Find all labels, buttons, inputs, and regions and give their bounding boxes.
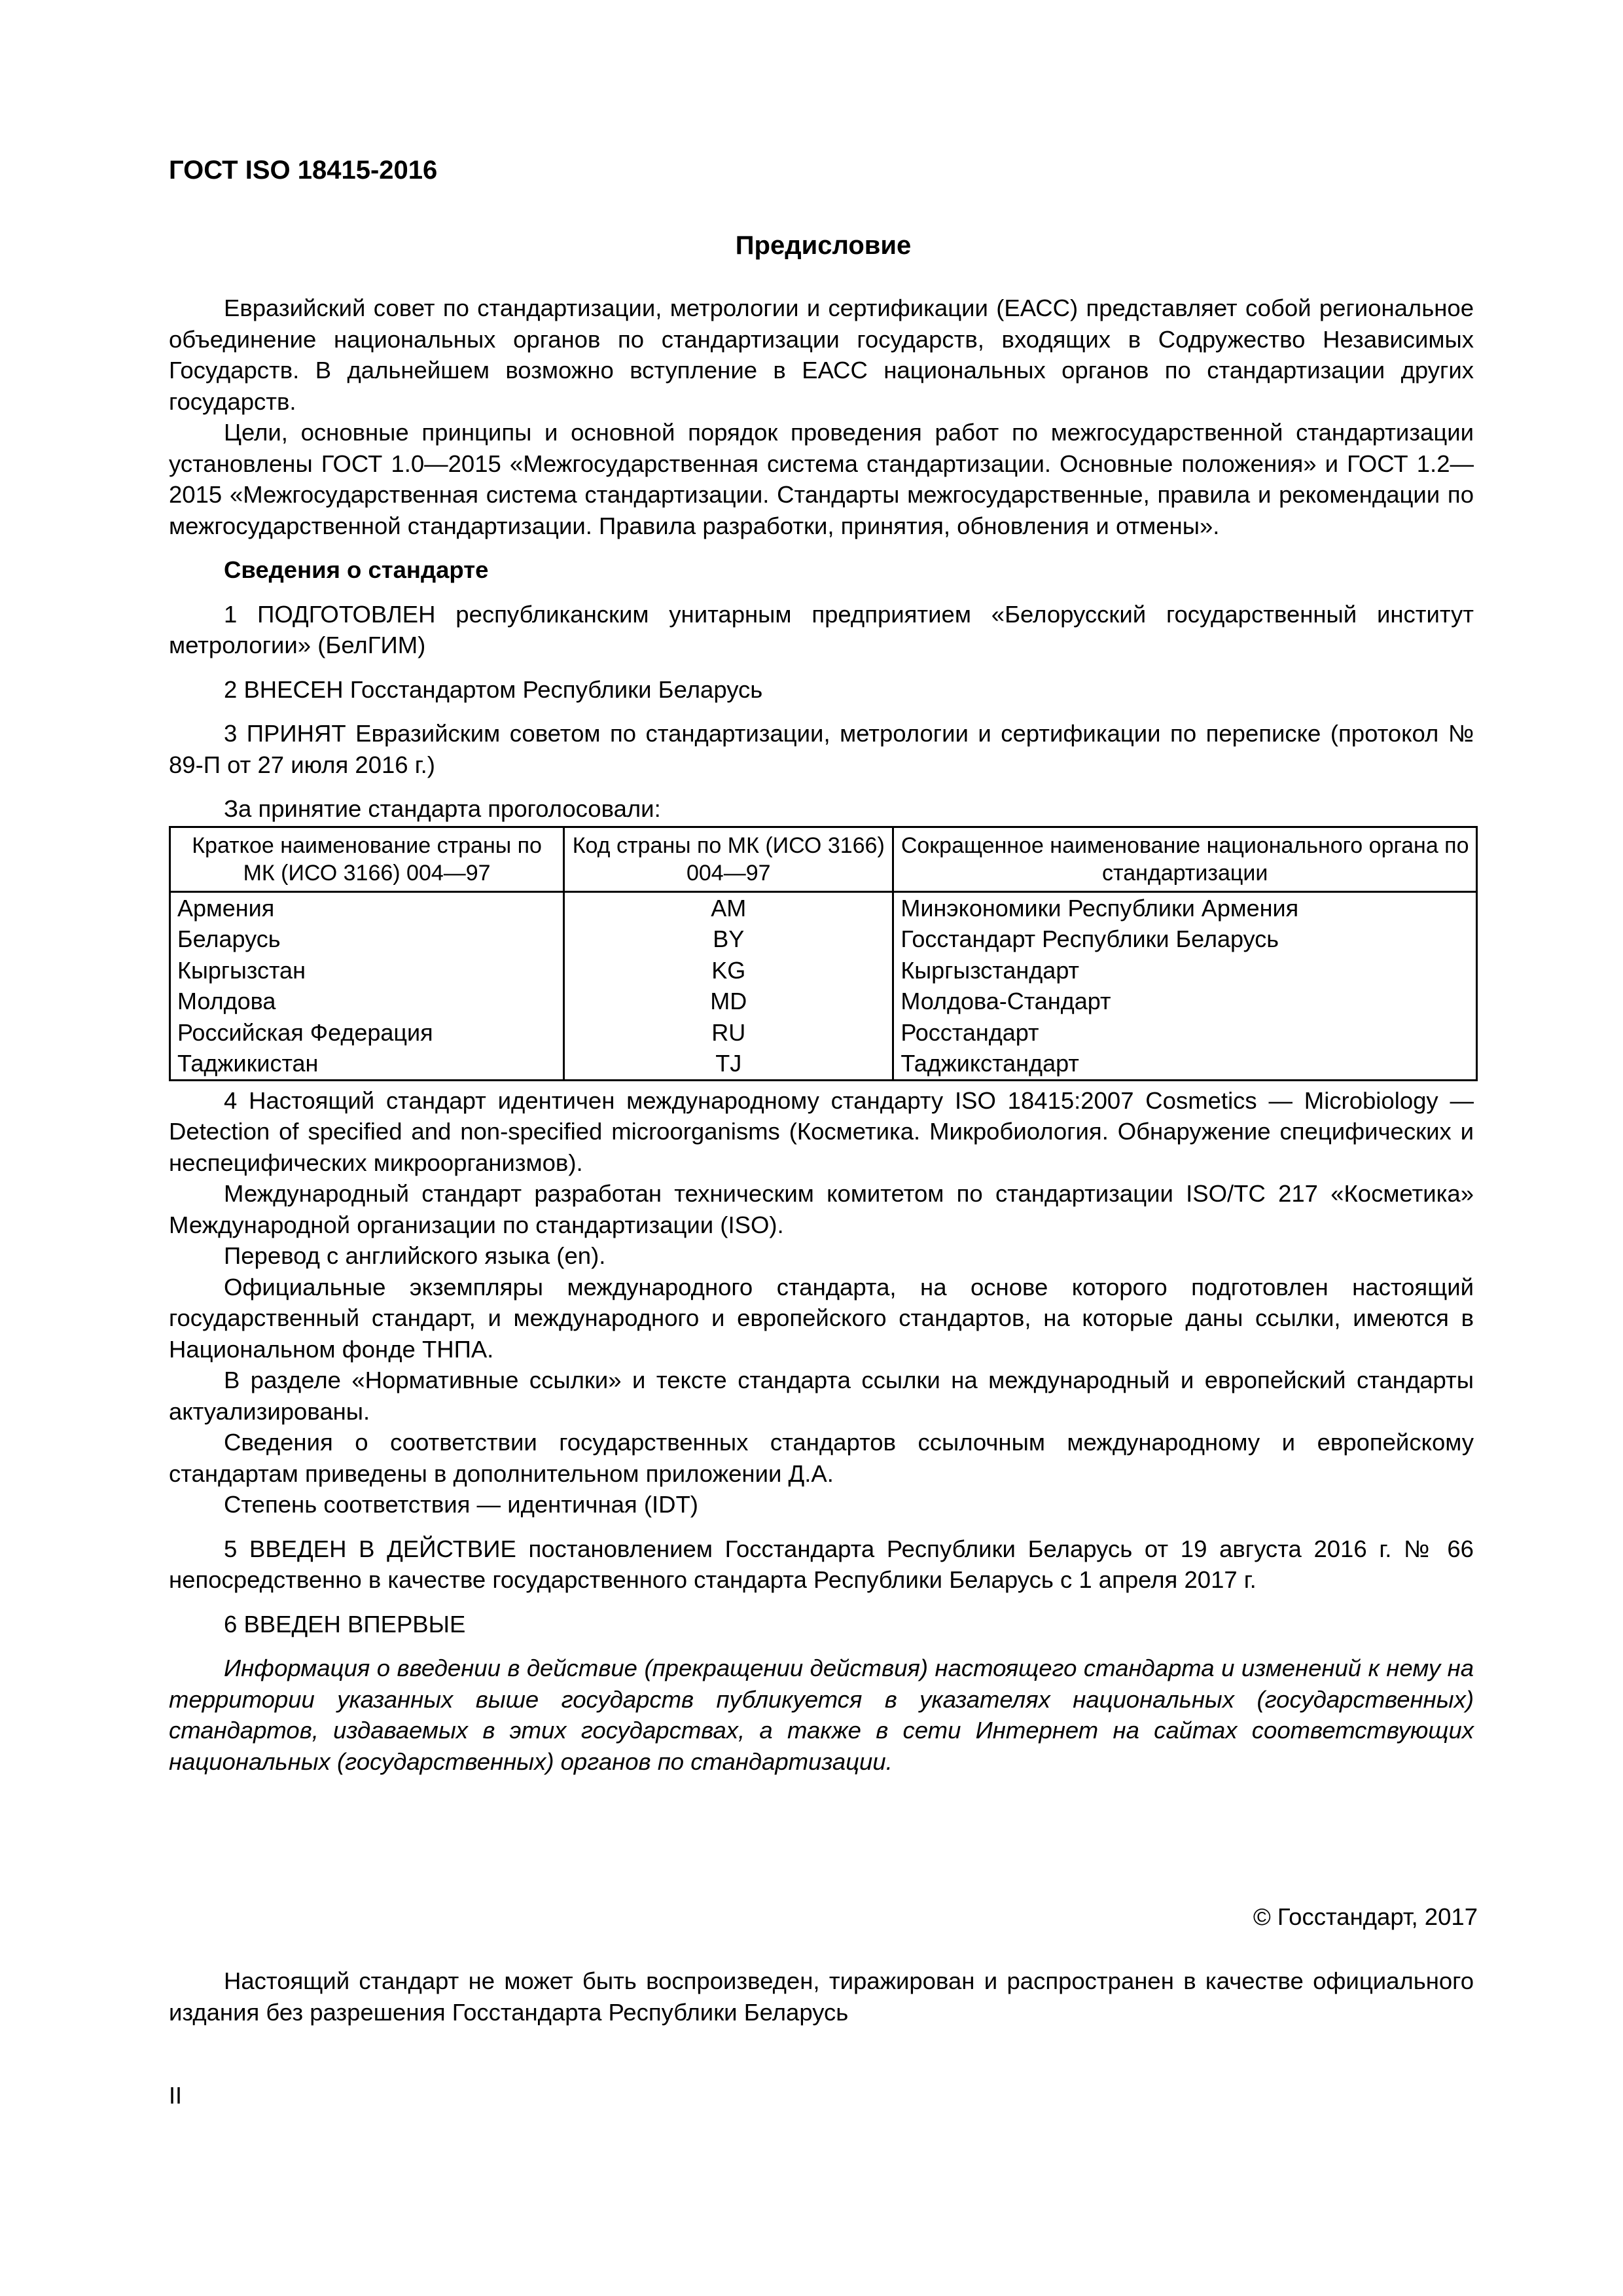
page-title: Предисловие (735, 231, 912, 260)
item-4-translation: Перевод с английского языка (en). (224, 1242, 606, 1269)
italic-note: Информация о введении в действие (прекращении действия) настоящего стандарта и изменений к нему на территории указанных выше государств публикуется в указателях национальных (государственных) стандартов, издаваемых в этих государствах, а также в сети Интернет на сайтах соответствующих национальных (государственных) органов по стандартизации. (169, 1655, 1474, 1775)
votes-table (169, 826, 1478, 1081)
code-cell: RU (564, 1017, 893, 1049)
country-cell: Кыргызстан (170, 955, 564, 986)
item-4-correspondence: Сведения о соответствии государственных стандартов ссылочным международному и европейскому стандартам приведены в дополнительном приложении Д.А. (169, 1429, 1474, 1487)
country-cell: Армения (170, 891, 564, 924)
item-4-official-copies: Официальные экземпляры международного стандарта, на основе которого подготовлен настоящий государственный стандарт, и международного и европейского стандартов, на которые даны ссылки, имеются в Национальном фонде ТНПА. (169, 1273, 1474, 1363)
item-4-references: В разделе «Нормативные ссылки» и тексте стандарта ссылки на международный и европейский стандарты актуализированы. (169, 1367, 1474, 1425)
item-2: 2 ВНЕСЕН Госстандартом Республики Беларусь (224, 675, 763, 703)
votes-intro: За принятие стандарта проголосовали: (224, 795, 661, 822)
item-5: 5 ВВЕДЕН В ДЕЙСТВИЕ постановлением Госстандарта Республики Беларусь от 19 августа 2016 г. № 66 непосредственно в качестве государственного стандарта Республики Беларусь с 1 апреля 2017 г. (169, 1535, 1474, 1593)
item-3: 3 ПРИНЯТ Евразийским советом по стандартизации, метрологии и сертификации по переписке (протокол № 89-П от 27 июля 2016 г.) (169, 720, 1474, 778)
code-cell: BY (564, 924, 893, 955)
country-cell: Молдова (170, 986, 564, 1017)
table-header-country: Краткое наименование страны по МК (ИСО 3166) 004—97 (170, 827, 564, 891)
body-cell: Госстандарт Республики Беларусь (893, 924, 1477, 955)
table-row (170, 986, 1477, 1017)
table-row (170, 1048, 1477, 1080)
intro-paragraph-2: Цели, основные принципы и основной порядок проведения работ по межгосударственной стандартизации установлены ГОСТ 1.0—2015 «Межгосударственная система стандартизации. Основные положения» и ГОСТ 1.2—2015 «Межгосударственная система стандартизации. Стандарты межгосударственные, правила и рекомендации по межгосударственной стандартизации. Правила разработки, принятия, обновления и отмены». (169, 419, 1474, 539)
notice-text: Настоящий стандарт не может быть воспроизведен, тиражирован и распространен в качестве официального издания без разрешения Госстандарта Республики Беларусь (169, 1967, 1474, 2026)
body-cell: Молдова-Стандарт (893, 986, 1477, 1017)
table-header-body: Сокращенное наименование национального органа по стандартизации (893, 827, 1477, 891)
body-cell: Таджикстандарт (893, 1048, 1477, 1080)
document-code: ГОСТ ISO 18415-2016 (169, 156, 438, 185)
body-cell: Минэкономики Республики Армения (893, 891, 1477, 924)
item-6: 6 ВВЕДЕН ВПЕРВЫЕ (224, 1610, 466, 1638)
table-row (170, 891, 1477, 924)
item-4-tc-paragraph: Международный стандарт разработан техническим комитетом по стандартизации ISO/TC 217 «Косметика» Международной организации по стандартизации (ISO). (169, 1180, 1474, 1238)
code-cell: KG (564, 955, 893, 986)
reproduction-notice (169, 1965, 1474, 2028)
table-header-row (170, 827, 1477, 891)
country-cell: Беларусь (170, 924, 564, 955)
table-header-code: Код страны по МК (ИСО 3166) 004—97 (564, 827, 893, 891)
foreword-body (169, 293, 1474, 1777)
table-row (170, 1017, 1477, 1049)
code-cell: TJ (564, 1048, 893, 1080)
info-heading: Сведения о стандарте (224, 556, 489, 583)
page-number: II (169, 2082, 183, 2109)
table-row (170, 924, 1477, 955)
country-cell: Российская Федерация (170, 1017, 564, 1049)
copyright: © Госстандарт, 2017 (1253, 1903, 1478, 1930)
item-4-degree: Степень соответствия — идентичная (IDT) (224, 1491, 698, 1518)
country-cell: Таджикистан (170, 1048, 564, 1080)
item-1: 1 ПОДГОТОВЛЕН республиканским унитарным предприятием «Белорусский государственный институт метрологии» (БелГИМ) (169, 600, 1474, 658)
code-cell: MD (564, 986, 893, 1017)
code-cell: AM (564, 891, 893, 924)
table-row (170, 955, 1477, 986)
item-4: 4 Настоящий стандарт идентичен международному стандарту ISO 18415:2007 Cosmetics — Microbiology — Detection of specified and non-specified microorganisms (Косметика. Микробиология. Обнаружение специфических и неспецифических микроорганизмов). (169, 1086, 1474, 1176)
body-cell: Кыргызстандарт (893, 955, 1477, 986)
intro-paragraph-1: Евразийский совет по стандартизации, метрологии и сертификации (ЕАСС) представляет собой региональное объединение национальных органов по стандартизации государств, входящих в Содружество Независимых Государств. В дальнейшем возможно вступление в ЕАСС национальных органов по стандартизации других государств. (169, 295, 1474, 415)
body-cell: Росстандарт (893, 1017, 1477, 1049)
